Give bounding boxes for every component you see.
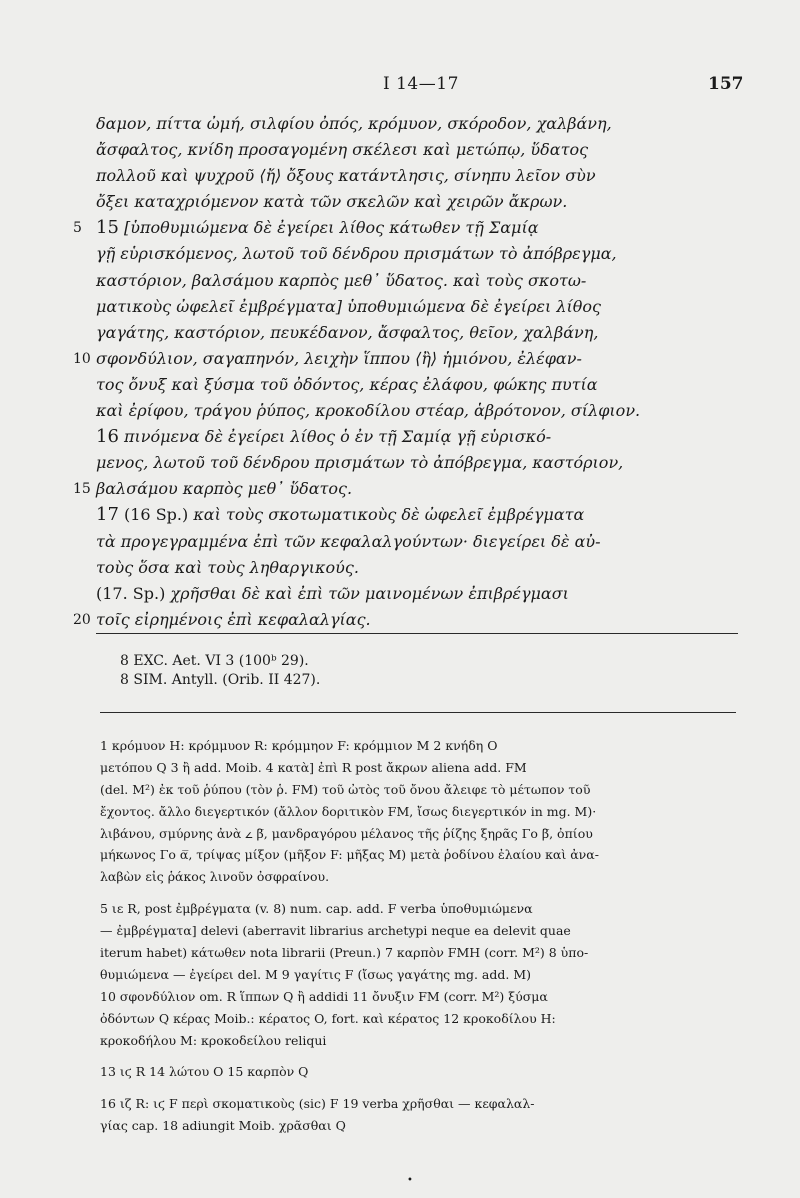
section-reference: (17. Sp.) xyxy=(96,583,166,603)
line-number: 20 xyxy=(73,611,91,628)
apparatus-line: 1 κρόμυον H: κρόμμυον R: κρόμμηον F: κρόμμιον M 2 κνήδη O xyxy=(100,738,498,753)
line-text: τὰ προγεγραμμένα ἐπὶ τῶν κεφαλαλγούντων· διεγείρει δὲ αὐ- xyxy=(96,531,601,551)
text-line xyxy=(96,450,740,476)
line-text: ἄσφαλτος, κνίδη προσαγομένη σκέλεσι καὶ μετώπῳ, ὕδατος xyxy=(96,140,589,160)
line-number: 10 xyxy=(73,350,91,367)
text-line xyxy=(96,294,740,320)
text-line xyxy=(73,215,740,241)
line-text: δαμον, πίττα ὠμή, σιλφίου ὀπός, κρόμυον, σκόροδον, χαλβάνη, xyxy=(96,114,612,133)
line-text: καὶ τοὺς σκοτωματικοὺς δὲ ὠφελεῖ ἐμβρέγματα xyxy=(193,505,585,525)
source-line: 8 SIM. Antyll. (Orib. II 427). xyxy=(120,672,321,688)
apparatus-line: λαβὼν εἰς ῥάκος λινοῦν ὀσφραίνου. xyxy=(100,869,330,885)
line-text: καὶ ἐρίφου, τράγου ῥύπος, κροκοδίλου στέαρ, ἁβρότονον, σίλφιον. xyxy=(96,401,641,421)
apparatus-line: 5 ιε R, post ἐμβρέγματα (v. 8) num. cap. add. F verba ὑποθυμιώμενα xyxy=(100,901,533,917)
apparatus-line: ἔχοντος. ἄλλο διεγερτικόν (ἄλλον δοριτικὸν FM, ἴσως διεγερτικόν in mg. M)· xyxy=(100,803,597,819)
line-text: τος ὄνυξ καὶ ξύσμα τοῦ ὀδόντος, κέρας ἐλάφου, φώκης πυτία xyxy=(96,374,598,394)
text-line xyxy=(96,111,740,137)
line-text: γαγάτης, καστόριον, πευκέδανον, ἄσφαλτος, θεῖον, χαλβάνη, xyxy=(96,322,599,342)
line-text: τοὺς ὅσα καὶ τοὺς ληθαργικούς. xyxy=(96,557,359,577)
section-reference: (16 Sp.) xyxy=(124,505,189,525)
running-head-title: I 14—17 xyxy=(383,74,459,94)
apparatus-line: 16 ιζ R: ιϛ F περὶ σκοματικοὺς (sic) F 19 verba χρῆσθαι — κεφαλαλ- xyxy=(100,1096,535,1112)
line-number: 5 xyxy=(73,220,82,237)
apparatus-line: 13 ιϛ R 14 λώτου O 15 καρπὸν Q xyxy=(100,1064,309,1080)
separator-rule xyxy=(100,712,736,713)
line-text: πινόμενα δὲ ἐγείρει λίθος ὁ ἐν τῇ Σαμίᾳ γῇ εὑρισκό- xyxy=(124,427,552,447)
line-text: μενος, λωτοῦ τοῦ δένδρου πρισμάτων τὸ ἀπόβρεγμα, καστόριον, xyxy=(96,453,624,473)
apparatus-line: θυμιώμενα — ἐγείρει del. M 9 γαγίτις F (ἴσως γαγάτης mg. add. M) xyxy=(100,966,532,982)
text-line xyxy=(96,502,740,528)
line-text: [ὑποθυμιώμενα δὲ ἐγείρει λίθος κάτωθεν τῇ Σαμίᾳ xyxy=(124,218,539,238)
line-text: σφονδύλιον, σαγαπηνόν, λειχὴν ἵππου ⟨ἢ⟩ ἡμιόνου, ἐλέφαν- xyxy=(96,348,582,368)
line-text: ματικοὺς ὠφελεῖ ἐμβρέγματα] ὑποθυμιώμενα δὲ ἐγείρει λίθος xyxy=(96,296,601,316)
section-number: 17 xyxy=(96,504,119,526)
text-line xyxy=(96,398,740,424)
text-line xyxy=(96,189,740,215)
text-line xyxy=(73,607,740,633)
line-text: καστόριον, βαλσάμου καρπὸς μεθ᾽ ὕδατος. καὶ τοὺς σκοτω- xyxy=(96,270,587,290)
main-text xyxy=(73,111,740,633)
apparatus-line: μετόπου Q 3 ἢ add. Moib. 4 κατὰ] ἐπὶ R post ἄκρων aliena add. FM xyxy=(100,759,527,775)
print-mark: • xyxy=(407,1175,413,1186)
text-line xyxy=(73,476,740,502)
section-number: 15 xyxy=(96,217,119,239)
source-references xyxy=(120,652,320,690)
line-text: πολλοῦ καὶ ψυχροῦ ⟨ἤ⟩ ὄξους κατάντλησις, σίνηπυ λεῖον σὺν xyxy=(96,166,596,186)
apparatus-line: 10 σφονδύλιον om. R ἵππων Q ἢ addidi 11 ὄνυξιν FM (corr. M²) ξύσμα xyxy=(100,988,548,1004)
text-line xyxy=(96,137,740,163)
separator-rule xyxy=(96,633,738,634)
line-text: τοῖς εἰρημένοις ἐπὶ κεφαλαλγίας. xyxy=(96,609,371,629)
apparatus-line: λιβάνου, σμύρνης ἀνὰ 𐅵 β̅, μανδραγόρου μέλανος τῆς ῥίζης ξηρᾶς Γο β̅, ὀπίου xyxy=(100,825,593,841)
apparatus-gap xyxy=(100,1083,740,1093)
apparatus-line: ὀδόντων Q κέρας Moib.: κέρατος O, fort. καὶ κέρατος 12 κροκοδίλου H: xyxy=(100,1010,556,1026)
text-line xyxy=(96,581,740,607)
apparatus-gap xyxy=(100,1051,740,1061)
apparatus-gap xyxy=(100,888,740,898)
text-line xyxy=(96,241,740,267)
line-text: ὄξει καταχριόμενον κατὰ τῶν σκελῶν καὶ χειρῶν ἄκρων. xyxy=(96,192,568,212)
source-line: 8 EXC. Aet. VI 3 (100ᵇ 29). xyxy=(120,653,309,669)
line-number: 15 xyxy=(73,481,91,498)
text-line xyxy=(96,424,740,450)
text-line xyxy=(96,268,740,294)
text-line xyxy=(96,163,740,189)
section-number: 16 xyxy=(96,426,119,448)
text-line xyxy=(96,555,740,581)
text-line xyxy=(73,346,740,372)
apparatus-line: μήκωνος Γο α̅, τρίψας μίξον (μῆξον F: μῆξας M) μετὰ ῥοδίνου ἐλαίου καὶ ἀνα- xyxy=(100,847,599,863)
line-text: χρῆσθαι δὲ καὶ ἐπὶ τῶν μαινομένων ἐπιβρέγμασι xyxy=(170,583,569,603)
apparatus-line: γίας cap. 18 adiungit Moib. χρᾶσθαι Q xyxy=(100,1118,346,1134)
text-line xyxy=(96,372,740,398)
text-line xyxy=(96,320,740,346)
apparatus-line: κροκοδήλου M: κροκοδείλου reliqui xyxy=(100,1032,327,1048)
apparatus-line: iterum habet) κάτωθεν nota librarii (Preun.) 7 καρπὸν FMH (corr. M²) 8 ὑπο- xyxy=(100,945,589,961)
page-number: 157 xyxy=(708,74,744,94)
text-line xyxy=(96,529,740,555)
line-text: γῇ εὑρισκόμενος, λωτοῦ τοῦ δένδρου πρισμάτων τὸ ἀπόβρεγμα, xyxy=(96,244,617,264)
apparatus-line: (del. M²) ἐκ τοῦ ῥύπου (τὸν ῥ. FM) τοῦ ὠτὸς τοῦ ὄνου ἄλειφε τὸ μέτωπον τοῦ xyxy=(100,781,591,797)
critical-apparatus xyxy=(100,735,740,1137)
apparatus-line: — ἐμβρέγματα] delevi (aberravit librarius archetypi neque ea delevit quae xyxy=(100,923,571,939)
line-text: βαλσάμου καρπὸς μεθ᾽ ὕδατος. xyxy=(96,479,353,499)
